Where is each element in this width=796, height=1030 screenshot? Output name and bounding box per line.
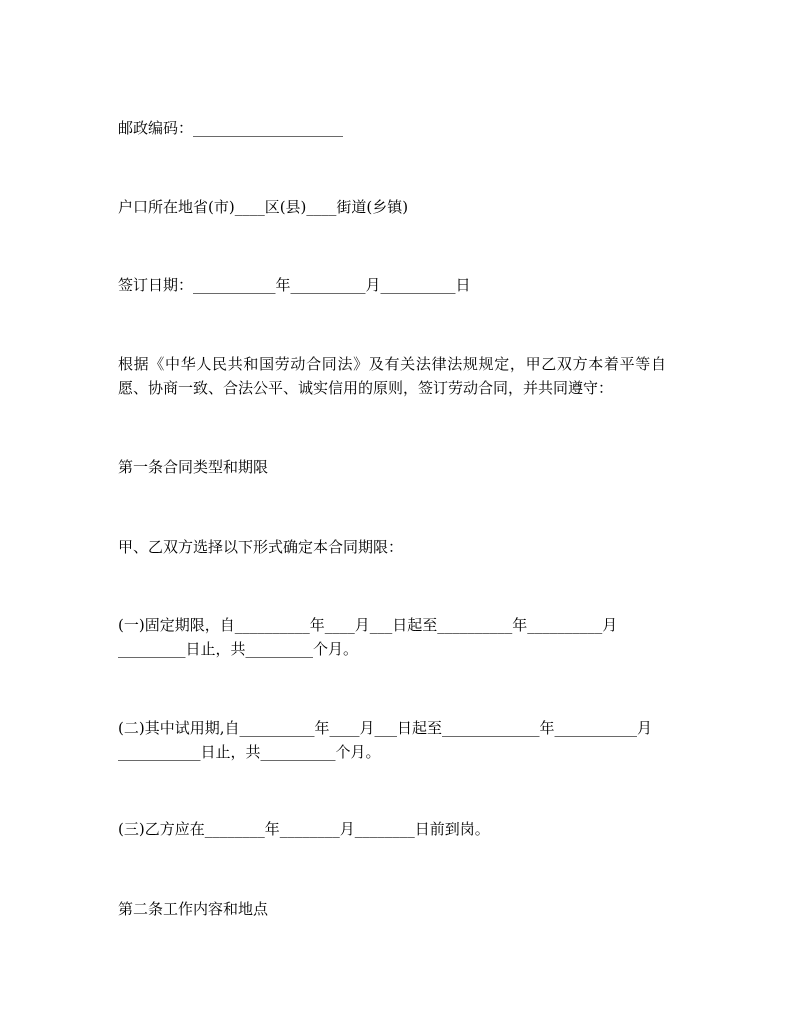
article-1-title: 第一条合同类型和期限 xyxy=(118,458,269,476)
postal-code-line: 邮政编码：____________________ xyxy=(118,119,344,137)
item-1-line-1: (一)固定期限，自__________年____月___日起至__________年__________月 xyxy=(118,616,618,634)
sign-date-line: 签订日期：___________年__________月__________日 xyxy=(118,276,471,294)
article-2-title: 第二条工作内容和地点 xyxy=(118,900,269,918)
item-2-paragraph xyxy=(118,716,678,764)
preamble-paragraph: 根据《中华人民共和国劳动合同法》及有关法律法规规定，甲乙双方本着平等自愿、协商一致、合法公平、诚实信用的原则，签订劳动合同，并共同遵守： xyxy=(118,355,666,397)
item-3-line: (三)乙方应在________年________月________日前到岗。 xyxy=(118,820,490,838)
hukou-line: 户口所在地省(市)____区(县)____街道(乡镇) xyxy=(118,198,409,216)
item-1-paragraph xyxy=(118,613,678,661)
article-1-intro: 甲、乙双方选择以下形式确定本合同期限： xyxy=(118,538,404,556)
item-1-line-2: _________日止，共_________个月。 xyxy=(118,640,359,658)
item-2-line-1: (二)其中试用期,自__________年____月___日起至_____________年___________月 xyxy=(118,719,652,737)
item-2-line-2: ___________日止，共__________个月。 xyxy=(118,743,381,761)
